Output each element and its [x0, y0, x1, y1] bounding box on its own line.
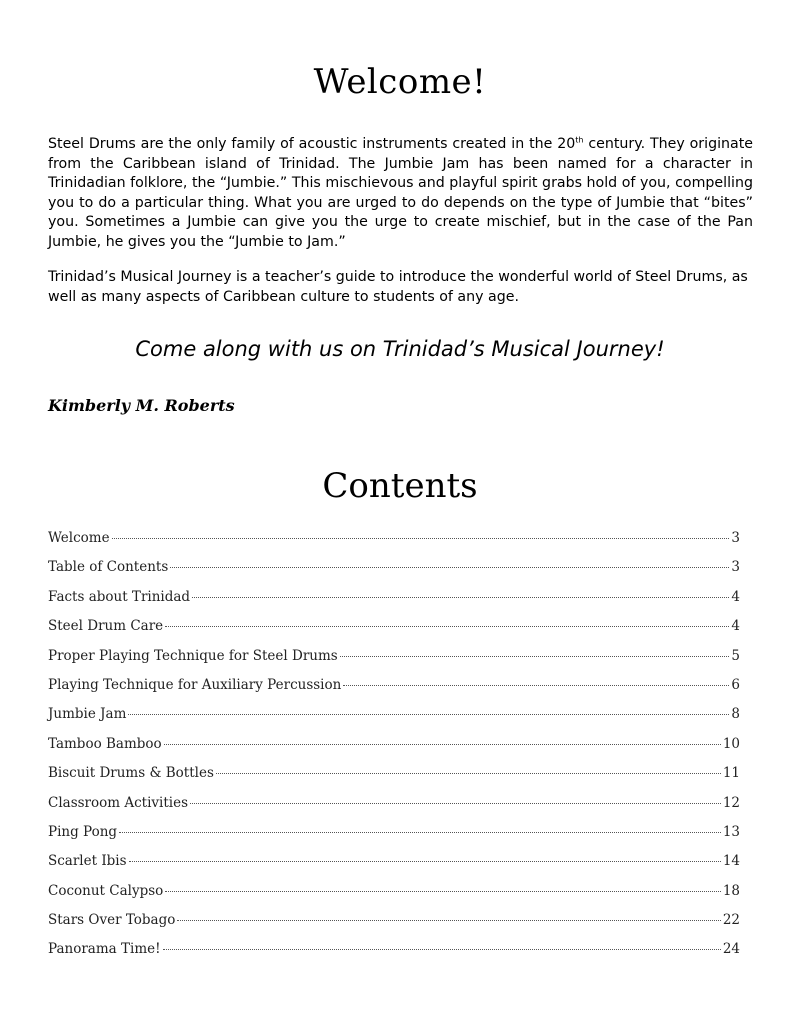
dot-leader: [190, 803, 721, 804]
toc-entry[interactable]: [48, 795, 740, 824]
toc-entry-label: Proper Playing Technique for Steel Drums: [48, 647, 338, 664]
toc-entry-page: 24: [722, 941, 740, 958]
intro-paragraph: [48, 135, 753, 252]
dot-leader: [343, 685, 729, 686]
toc-entry[interactable]: [48, 912, 740, 941]
toc-entry-page: 13: [722, 823, 740, 840]
dot-leader: [165, 626, 729, 627]
toc-entry-label: Jumbie Jam: [48, 706, 127, 723]
dot-leader: [119, 832, 721, 833]
welcome-title: Welcome!: [313, 62, 487, 102]
toc-entry-label: Table of Contents: [48, 559, 169, 576]
toc-entry[interactable]: [48, 706, 740, 735]
toc-entry[interactable]: [48, 736, 740, 765]
dot-leader: [128, 714, 729, 715]
toc-entry-label: Steel Drum Care: [48, 618, 164, 635]
toc-entry-page: 10: [722, 735, 740, 752]
toc-entry[interactable]: [48, 883, 740, 912]
contents-title: Contents: [322, 466, 478, 506]
toc-entry-label: Coconut Calypso: [48, 882, 164, 899]
toc-entry-page: 3: [731, 530, 740, 546]
dot-leader: [164, 744, 721, 745]
toc-entry-page: 4: [731, 588, 740, 605]
toc-entry-page: 12: [722, 794, 740, 811]
dot-leader: [165, 891, 721, 892]
toc-entry-label: Stars Over Tobago: [48, 912, 176, 929]
guide-description-paragraph: Trinidad’s Musical Journey is a teacher’s guide to introduce the wonderful world of Steel Drums, as well as many aspects of Caribbean culture to students of any age.: [48, 269, 748, 305]
toc-entry[interactable]: [48, 530, 740, 559]
toc-entry[interactable]: [48, 853, 740, 882]
toc-entry[interactable]: [48, 618, 740, 647]
toc-entry-label: Ping Pong: [48, 823, 118, 840]
toc-entry-label: Facts about Trinidad: [48, 588, 191, 605]
dot-leader: [340, 656, 730, 657]
toc-entry[interactable]: [48, 589, 740, 618]
toc-entry-label: Classroom Activities: [48, 794, 189, 811]
dot-leader: [163, 949, 721, 950]
toc-entry-label: Tamboo Bamboo: [48, 735, 162, 752]
toc-entry-page: 11: [722, 765, 740, 782]
intro-text-part-1: Steel Drums are the only family of acoustic instruments created in the 20: [48, 136, 576, 152]
toc-entry[interactable]: [48, 648, 740, 677]
dot-leader: [192, 597, 729, 598]
toc-entry-page: 4: [731, 618, 740, 635]
toc-entry-label: Scarlet Ibis: [48, 853, 127, 870]
dot-leader: [170, 567, 729, 568]
toc-entry[interactable]: [48, 765, 740, 794]
superscript-th: th: [575, 135, 584, 145]
tagline: Come along with us on Trinidad’s Musical Journey!: [135, 337, 665, 361]
toc-entry-label: Welcome: [48, 530, 110, 546]
toc-entry-page: 5: [731, 647, 740, 664]
table-of-contents: [48, 530, 740, 971]
toc-entry-label: Biscuit Drums & Bottles: [48, 765, 214, 782]
toc-entry[interactable]: [48, 941, 740, 970]
dot-leader: [112, 538, 730, 539]
toc-entry-page: 3: [731, 559, 740, 576]
dot-leader: [216, 773, 721, 774]
toc-entry[interactable]: [48, 559, 740, 588]
toc-entry[interactable]: [48, 677, 740, 706]
intro-text-part-2: century. They originate from the Caribbean island of Trinidad. The Jumbie Jam has been named for a character in Trinidadian folklore, the “Jumbie.” This mischievous and playful spirit grabs hold of you, compelling you to do a particular thing. What you are urged to do depends on the type of Jumbie that “bites” you. Sometimes a Jumbie can give you the urge to create mischief, but in the case of the Pan Jumbie, he gives you the “Jumbie to Jam.”: [48, 136, 753, 250]
toc-entry-page: 6: [731, 676, 740, 693]
toc-entry-label: Playing Technique for Auxiliary Percussion: [48, 676, 342, 693]
toc-entry-page: 8: [731, 706, 740, 723]
author-signature: Kimberly M. Roberts: [48, 396, 235, 415]
toc-entry-page: 18: [722, 882, 740, 899]
toc-entry-page: 14: [722, 853, 740, 870]
dot-leader: [177, 920, 720, 921]
toc-entry-page: 22: [722, 912, 740, 929]
toc-entry-label: Panorama Time!: [48, 941, 161, 958]
dot-leader: [129, 861, 721, 862]
toc-entry[interactable]: [48, 824, 740, 853]
